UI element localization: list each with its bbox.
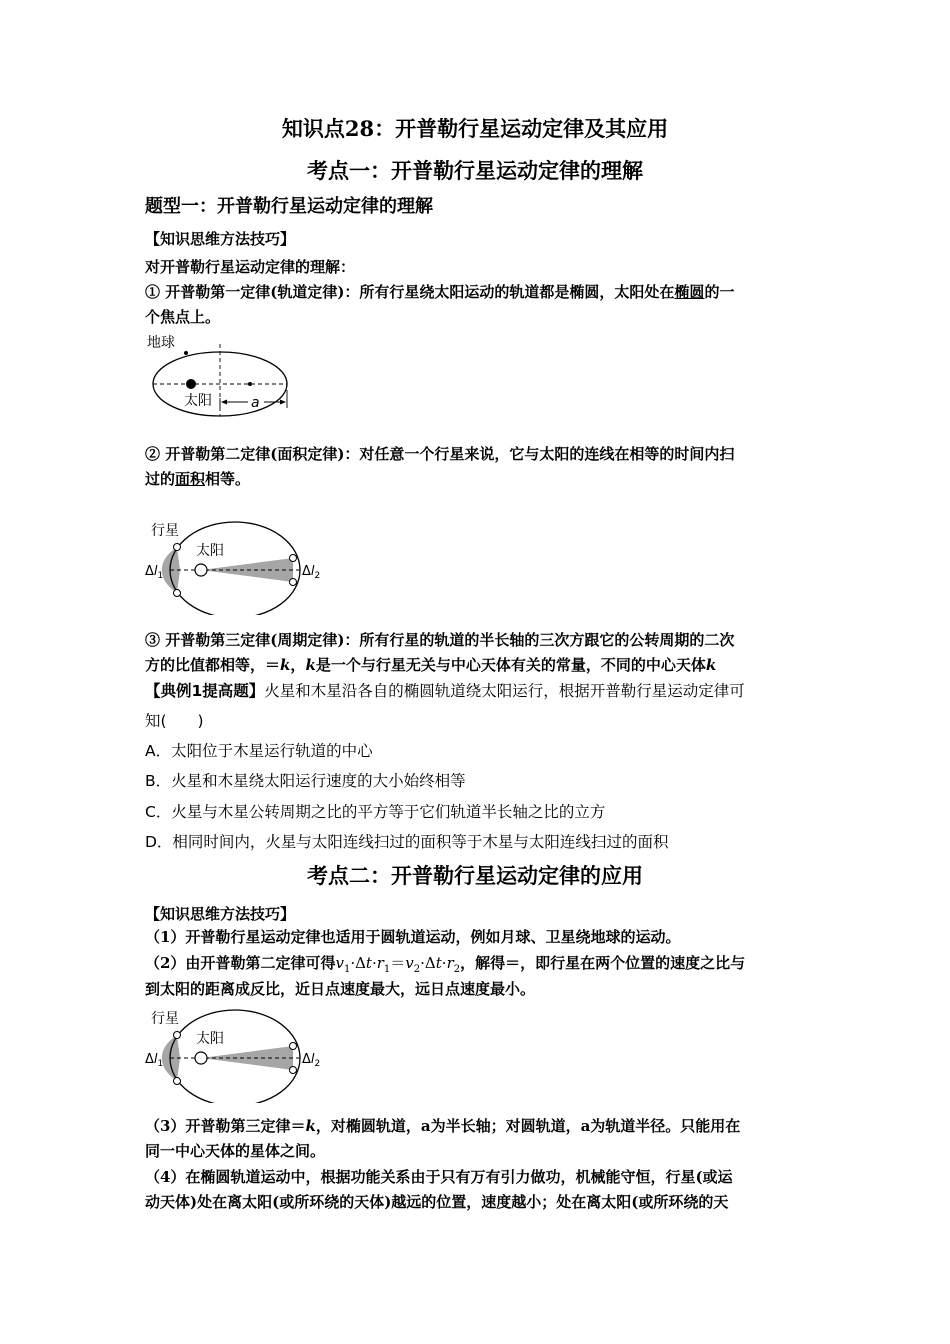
point-2-text: （2）由开普勒第二定律可得 xyxy=(145,954,336,972)
section-heading-1: 考点一：开普勒行星运动定律的理解 xyxy=(307,158,643,183)
law1-text: ① 开普勒第一定律(轨道定律)：所有行星绕太阳运动的轨道都是椭圆，太阳处在 xyxy=(145,283,675,301)
sun-label: 太阳 xyxy=(184,393,212,409)
intro-line: 对开普勒行星运动定律的理解： xyxy=(145,258,356,276)
law3-line2 xyxy=(145,655,716,675)
planet-position-1 xyxy=(174,1032,181,1039)
law1-line1 xyxy=(145,282,734,302)
k-symbol-4: k xyxy=(305,1117,316,1135)
planet-position-4 xyxy=(290,579,297,586)
example-text: 火星和木星沿各自的椭圆轨道绕太阳运行，根据开普勒行星运动定律可 xyxy=(264,682,745,700)
delta-l1-label: $\Delta l_1$ xyxy=(145,564,164,581)
example-tag: 【典例1提高题】 xyxy=(145,682,265,700)
delta-l1-label: $\Delta l_1$ xyxy=(145,1052,164,1069)
law2-text-end: 相等。 xyxy=(205,470,251,488)
planet-label: 行星 xyxy=(151,523,179,539)
point-4-line2: 动天体)处在离太阳(或所环绕的天体)越远的位置，速度越小；处在离太阳(或所环绕的天 xyxy=(145,1193,729,1211)
option-b: B．火星和木星绕太阳运行速度的大小始终相等 xyxy=(145,772,466,790)
area-law-diagram-1 xyxy=(140,515,330,615)
k-symbol-2: k xyxy=(305,656,316,674)
sun-circle xyxy=(195,1052,207,1064)
earth-dot xyxy=(184,351,188,355)
k-symbol-3: k xyxy=(705,656,717,674)
delta-l2-label: $\Delta l_2$ xyxy=(302,564,321,581)
delta-l2-label: $\Delta l_2$ xyxy=(302,1052,321,1069)
law3-text: 方的比值都相等，＝ xyxy=(145,656,281,674)
point-3-line1 xyxy=(145,1116,740,1136)
earth-label: 地球 xyxy=(147,335,175,351)
law2-line2 xyxy=(145,469,250,489)
law1-line2: 个焦点上。 xyxy=(145,308,221,326)
kepler-equation: $v_1\cdot\Delta t\cdot r_1=v_2\cdot\Delta t\cdot r_2$ xyxy=(335,954,461,975)
area-law-diagram-2 xyxy=(140,1003,330,1103)
law3-text-2: 是一个与行星无关与中心天体有关的常量，不同的中心天体 xyxy=(315,656,706,674)
focus-dot xyxy=(248,382,252,386)
question-type-heading: 题型一：开普勒行星运动定律的理解 xyxy=(145,196,433,217)
planet-label: 行星 xyxy=(151,1011,179,1027)
sun-label: 太阳 xyxy=(196,1031,224,1047)
example-line2: 知( ) xyxy=(145,712,204,730)
planet-position-2 xyxy=(174,590,181,597)
law3-line1: ③ 开普勒第三定律(周期定律)：所有行星的轨道的半长轴的三次方跟它的公转周期的二次 xyxy=(145,631,735,649)
dim-arrow-right xyxy=(280,400,286,405)
law2-underlined: 面积 xyxy=(175,470,206,488)
k-symbol: k xyxy=(280,656,291,674)
tips-heading-2: 【知识思维方法技巧】 xyxy=(145,905,296,923)
point-3-text: （3）开普勒第三定律＝ xyxy=(145,1117,306,1135)
semi-major-label: a xyxy=(251,395,260,411)
option-a: A．太阳位于木星运行轨道的中心 xyxy=(145,742,373,760)
sun-dot xyxy=(186,379,196,389)
point-3-text-2: ，对椭圆轨道，a为半长轴；对圆轨道，a为轨道半径。只能用在 xyxy=(315,1117,741,1135)
page-title: 知识点28：开普勒行星运动定律及其应用 xyxy=(281,116,669,141)
point-4-line1: （4）在椭圆轨道运动中，根据功能关系由于只有万有引力做功，机械能守恒，行星(或运 xyxy=(145,1168,733,1186)
law2-line1: ② 开普勒第二定律(面积定律)：对任意一个行星来说，它与太阳的连线在相等的时间内扫 xyxy=(145,445,735,463)
point-2-tail: ，解得＝，即行星在两个位置的速度之比与 xyxy=(460,954,746,972)
law3-comma: ， xyxy=(290,656,306,674)
orbit-diagram-1 xyxy=(140,330,310,420)
planet-position-1 xyxy=(174,544,181,551)
law2-text: 过的 xyxy=(145,470,176,488)
point-2-line1 xyxy=(145,953,745,980)
sun-circle xyxy=(195,564,207,576)
planet-position-4 xyxy=(290,1067,297,1074)
sun-label: 太阳 xyxy=(196,543,224,559)
planet-position-3 xyxy=(290,555,297,562)
point-3-line2: 同一中心天体的星体之间。 xyxy=(145,1142,326,1160)
dim-arrow-left xyxy=(221,400,227,405)
option-d: D．相同时间内，火星与太阳连线扫过的面积等于木星与太阳连线扫过的面积 xyxy=(145,833,669,851)
example-line1 xyxy=(145,681,745,701)
section-heading-2: 考点二：开普勒行星运动定律的应用 xyxy=(307,863,643,888)
planet-position-2 xyxy=(174,1078,181,1085)
point-2-line2: 到太阳的距离成反比，近日点速度最大，远日点速度最小。 xyxy=(145,980,536,998)
tips-heading-1: 【知识思维方法技巧】 xyxy=(145,230,296,248)
law1-text-end: 的一 xyxy=(704,283,735,301)
option-c: C．火星与木星公转周期之比的平方等于它们轨道半长轴之比的立方 xyxy=(145,803,606,821)
law1-underlined: 椭圆 xyxy=(674,283,705,301)
planet-position-3 xyxy=(290,1043,297,1050)
point-1: （1）开普勒行星运动定律也适用于圆轨道运动，例如月球、卫星绕地球的运动。 xyxy=(145,928,681,946)
